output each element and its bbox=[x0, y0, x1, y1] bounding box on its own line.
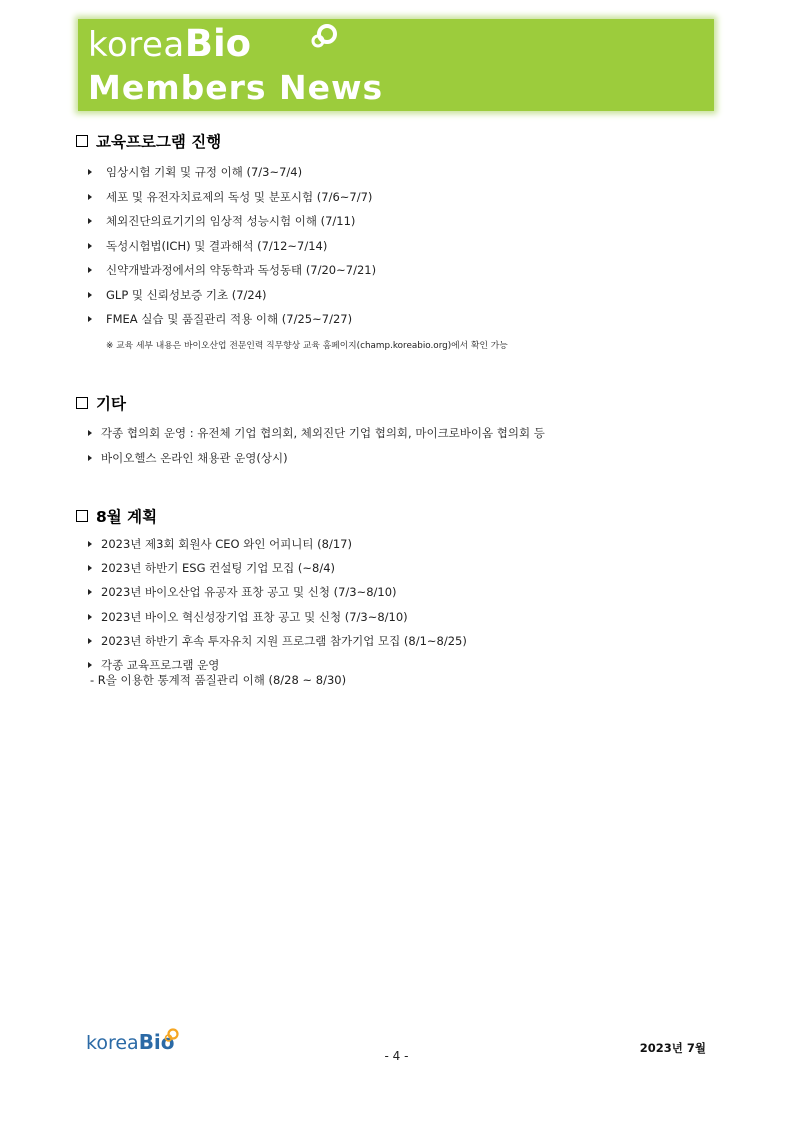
list-item-text: 임상시험 기획 및 규정 이해 (7/3~7/4) bbox=[106, 165, 303, 180]
banner-title: Members News bbox=[88, 68, 384, 107]
list-item bbox=[88, 234, 376, 259]
list-item-text: 2023년 하반기 후속 투자유치 지원 프로그램 참가기업 모집 (8/1~8/25) bbox=[101, 633, 467, 648]
august-plan-list bbox=[88, 532, 467, 677]
list-item-text: FMEA 실습 및 품질관리 적용 이해 (7/25~7/27) bbox=[106, 312, 353, 327]
header-banner bbox=[78, 19, 714, 111]
footer-rings-icon bbox=[164, 1028, 180, 1044]
bullet-icon bbox=[88, 267, 92, 273]
list-item-text: 2023년 하반기 ESG 컨설팅 기업 모집 (~8/4) bbox=[101, 561, 335, 576]
list-item bbox=[88, 580, 467, 604]
education-list bbox=[88, 160, 376, 332]
bullet-icon bbox=[88, 316, 92, 322]
brand-rings-icon bbox=[310, 23, 340, 49]
section-heading-text: 8월 계획 bbox=[96, 508, 158, 526]
bullet-icon bbox=[88, 541, 92, 547]
checkbox-icon bbox=[76, 397, 88, 409]
list-item-text: 2023년 바이오 혁신성장기업 표창 공고 및 신청 (7/3~8/10) bbox=[101, 609, 408, 624]
section-heading-august-plan bbox=[76, 505, 157, 527]
education-note: ※ 교육 세부 내용은 바이오산업 전문인력 직무향상 교육 홈페이지(champ.koreabio.org)에서 확인 가능 bbox=[106, 341, 508, 351]
footer-brand-korea: korea bbox=[86, 1032, 139, 1054]
list-item bbox=[88, 160, 376, 185]
list-item bbox=[88, 629, 467, 653]
bullet-icon bbox=[88, 218, 92, 224]
bullet-icon bbox=[88, 194, 92, 200]
list-item bbox=[88, 532, 467, 556]
list-item bbox=[88, 209, 376, 234]
bullet-icon bbox=[88, 430, 92, 436]
brand-logo bbox=[88, 22, 252, 65]
list-item bbox=[88, 185, 376, 210]
footer-brand-bio: Bio bbox=[138, 1030, 175, 1054]
list-item-text: 세포 및 유전자치료제의 독성 및 분포시험 (7/6~7/7) bbox=[106, 189, 373, 204]
list-item-text: 각종 교육프로그램 운영 bbox=[101, 658, 220, 673]
list-item-text: GLP 및 신뢰성보증 기초 (7/24) bbox=[106, 287, 267, 302]
bullet-icon bbox=[88, 292, 92, 298]
section-heading-etc bbox=[76, 392, 126, 414]
section-heading-text: 교육프로그램 진행 bbox=[96, 133, 222, 151]
list-item bbox=[88, 556, 467, 580]
list-item-text: 신약개발과정에서의 약동학과 독성동태 (7/20~7/21) bbox=[106, 263, 377, 278]
bullet-icon bbox=[88, 614, 92, 620]
list-item-text: 2023년 바이오산업 유공자 표창 공고 및 신청 (7/3~8/10) bbox=[101, 585, 397, 600]
list-item bbox=[88, 605, 467, 629]
brand-korea-text: korea bbox=[88, 25, 185, 65]
brand-bio-text: Bio bbox=[184, 22, 252, 65]
august-plan-subline: - R을 이용한 통계적 품질관리 이해 (8/28 ~ 8/30) bbox=[90, 673, 347, 687]
bullet-icon bbox=[88, 589, 92, 595]
list-item bbox=[88, 421, 545, 446]
bullet-icon bbox=[88, 169, 92, 175]
section-heading-text: 기타 bbox=[96, 395, 126, 413]
bullet-icon bbox=[88, 638, 92, 644]
issue-date: 2023년 7월 bbox=[639, 1041, 706, 1055]
list-item bbox=[88, 283, 376, 308]
list-item-text: 바이오헬스 온라인 채용관 운영(상시) bbox=[101, 450, 288, 465]
section-heading-education bbox=[76, 130, 221, 152]
etc-list bbox=[88, 421, 545, 470]
bullet-icon bbox=[88, 662, 92, 668]
checkbox-icon bbox=[76, 135, 88, 147]
list-item-text: 독성시험법(ICH) 및 결과해석 (7/12~7/14) bbox=[106, 238, 328, 253]
list-item bbox=[88, 258, 376, 283]
bullet-icon bbox=[88, 243, 92, 249]
list-item-text: 2023년 제3회 회원사 CEO 와인 어피니티 (8/17) bbox=[101, 537, 352, 552]
list-item-text: 각종 협의회 운영 : 유전체 기업 협의회, 체외진단 기업 협의회, 마이크로바이옴 협의회 등 bbox=[101, 426, 545, 441]
list-item bbox=[88, 446, 545, 471]
page-number: - 4 - bbox=[384, 1049, 409, 1063]
bullet-icon bbox=[88, 455, 92, 461]
checkbox-icon bbox=[76, 510, 88, 522]
list-item-text: 체외진단의료기기의 임상적 성능시험 이해 (7/11) bbox=[106, 214, 356, 229]
bullet-icon bbox=[88, 565, 92, 571]
list-item bbox=[88, 307, 376, 332]
